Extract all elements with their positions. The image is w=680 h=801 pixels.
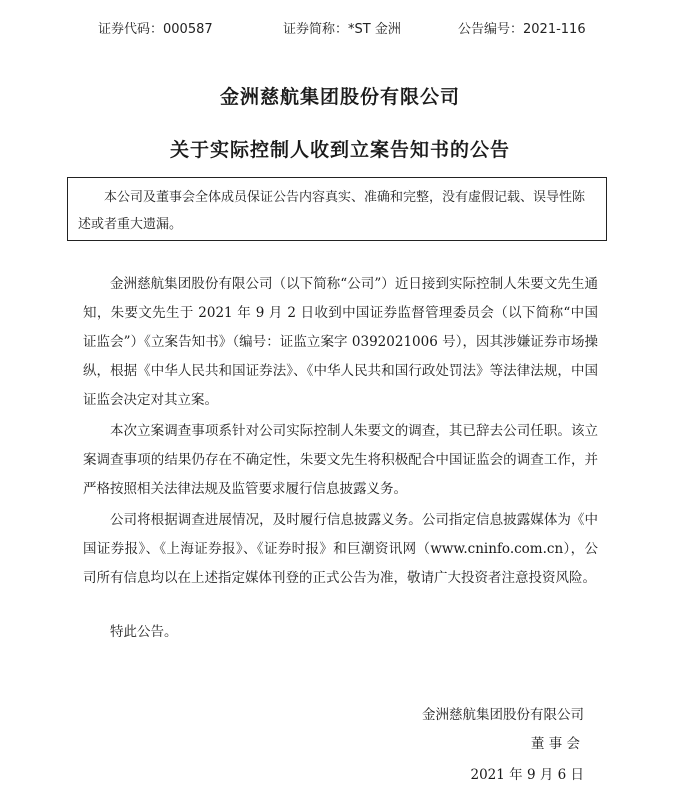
announcement-title: 关于实际控制人收到立案告知书的公告 (169, 139, 510, 161)
signature-board: 董 事 会 (530, 736, 580, 752)
signature-company: 金洲慈航集团股份有限公司 (422, 707, 584, 723)
company-title: 金洲慈航集团股份有限公司 (219, 86, 460, 108)
paragraph-2: 本次立案调查事项系针对公司实际控制人朱要文的调查，其已辞去公司任职。该立案调查事项的结果仍存在不确定性，朱要文先生将积极配合中国证监会的调查工作，并严格按照相关法律法规及监管要求履行信息披露义务。 (83, 423, 598, 497)
signature-date: 2021 年 9 月 6 日 (470, 767, 584, 783)
paragraph-1: 金洲慈航集团股份有限公司（以下简称“公司”）近日接到实际控制人朱要文先生通知，朱要文先生于 2021 年 9 月 2 日收到中国证券监督管理委员会（以下简称“中国证监会”）《立案告知书》（编号：证监立案字 0392021006 号），因其涉嫌证券市场操纵，根据《中华人民共和国证券法》、《中华人民共和国行政处罚法》等法律法规，中国证监会决定对其立案。 (83, 276, 598, 408)
closing-statement: 特此公告。 (110, 624, 178, 640)
stock-short-name: 证券简称：*ST 金洲 (283, 22, 401, 37)
paragraph-3: 公司将根据调查进展情况，及时履行信息披露义务。公司指定信息披露媒体为《中国证券报》、《上海证券报》、《证券时报》和巨潮资讯网（www.cninfo.com.cn），公司所有信息均以在上述指定媒体刊登的正式公告为准，敬请广大投资者注意投资风险。 (83, 512, 598, 586)
disclaimer-notice: 本公司及董事会全体成员保证公告内容真实、准确和完整，没有虚假记载、误导性陈述或者重大遗漏。 (67, 177, 607, 241)
announcement-body (83, 270, 598, 649)
announcement-number: 公告编号：2021-116 (458, 22, 586, 37)
stock-code: 证券代码：000587 (98, 22, 213, 37)
